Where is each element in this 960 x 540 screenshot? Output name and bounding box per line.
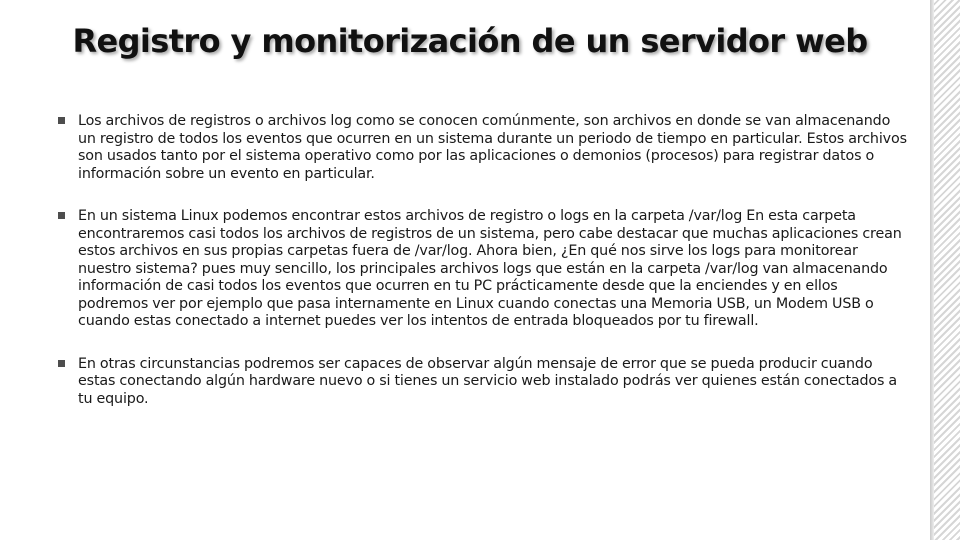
- bullet-item: [58, 113, 908, 183]
- decorative-edge-stripe: [930, 0, 960, 540]
- bullet-item: [58, 356, 908, 409]
- square-bullet-icon: [58, 212, 65, 219]
- square-bullet-icon: [58, 360, 65, 367]
- bullet-text: En otras circunstancias podremos ser capaces de observar algún mensaje de error que se pueda producir cuando estas conectando algún hardware nuevo o si tienes un servicio web instalado podrás ver quienes están conectados a tu equipo.: [78, 355, 898, 407]
- bullet-item: [58, 208, 908, 331]
- bullet-text: Los archivos de registros o archivos log como se conocen comúnmente, son archivos en donde se van almacenando un registro de todos los eventos que ocurren en un sistema durante un periodo de tiempo en particular. Estos archivos son usados tanto por el sistema operativo como por las aplicaciones o demonios (procesos) para registrar datos o información sobre un evento en particular.: [78, 113, 907, 182]
- square-bullet-icon: [58, 117, 65, 124]
- bullet-text: En un sistema Linux podemos encontrar estos archivos de registro o logs en la carpeta /var/log En esta carpeta encontraremos casi todos los archivos de registros de un sistema, pero cabe destacar que muchas aplicaciones crean estos archivos en sus propias carpetas fuera de /var/log. Ahora bien, ¿En qué nos sirve los logs para monitorear nuestro sistema? pues muy sencillo, los principales archivos logs que están en la carpeta /var/log van almacenando información de casi todos los eventos que ocurren en tu PC prácticamente desde que la enciendes y en ellos podremos ver por ejemplo que pasa internamente en Linux cuando conectas una Memoria USB, un Modem USB o cuando estas conectado a internet puedes ver los intentos de entrada bloqueados por tu firewall.: [78, 208, 902, 329]
- slide-title: Registro y monitorización de un servidor web: [72, 22, 868, 60]
- slide-body: [58, 113, 908, 433]
